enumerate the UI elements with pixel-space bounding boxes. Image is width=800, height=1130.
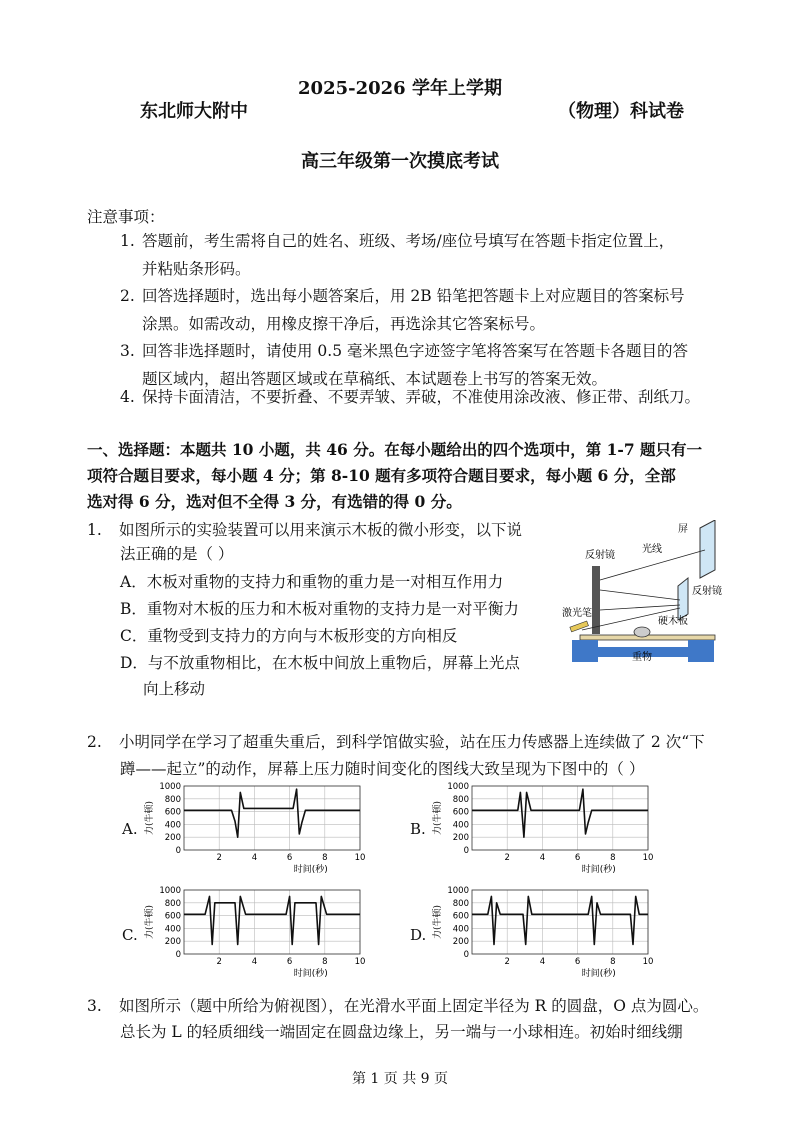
section-heading-line-1: 一、选择题：本题共 10 小题，共 46 分。在每小题给出的四个选项中，第 1-7 题只有一 [87, 440, 703, 459]
note-number: 1. [120, 232, 135, 250]
chart-c [142, 884, 372, 984]
x-tick-label: 10 [642, 957, 654, 967]
y-tick-label: 200 [164, 937, 181, 948]
question-1-option-d-cont: 向上移动 [143, 680, 206, 698]
x-tick-label: 2 [504, 853, 510, 863]
chart-c-svg [142, 884, 372, 984]
y-axis-label: 力(牛顿) [145, 800, 155, 836]
label-weight: 重物 [632, 652, 652, 663]
note-text: 回答非选择题时，请使用 0.5 毫米黑色字迹签字笔将答案写在答题卡各题目的答 [142, 342, 689, 360]
note-item-1 [120, 227, 720, 283]
mirror-left-shape [592, 566, 600, 634]
screen-shape [700, 520, 715, 578]
question-text: 如图所示的实验装置可以用来演示木板的微小形变，以下说 [119, 521, 523, 539]
x-tick-label: 6 [574, 853, 581, 863]
label-mirror-right: 反射镜 [692, 586, 722, 597]
chart-b [430, 780, 660, 880]
label-screen: 屏 [678, 524, 688, 535]
x-tick-label: 4 [251, 957, 258, 967]
y-tick-label: 1000 [159, 782, 181, 792]
question-number: 3. [87, 997, 102, 1015]
y-tick-label: 800 [452, 898, 469, 909]
y-axis-label: 力(牛顿) [433, 904, 443, 940]
note-text: 涂黑。如需改动，用橡皮擦干净后，再选涂其它答案标号。 [142, 315, 546, 333]
plot-frame [184, 786, 360, 850]
force-series-line [472, 896, 648, 944]
y-axis-label: 力(牛顿) [145, 904, 155, 940]
note-number: 3. [120, 342, 135, 360]
chart-d [430, 884, 660, 984]
y-tick-label: 800 [164, 794, 181, 805]
question-1-option-c: C．重物受到支持力的方向与木板形变的方向相反 [120, 627, 458, 645]
question-1-option-a: A．木板对重物的支持力和重物的重力是一对相互作用力 [120, 573, 504, 591]
option-label-a: A. [122, 820, 138, 838]
note-text: 回答选择题时，选出每小题答案后，用 2B 铅笔把答题卡上对应题目的答案标号 [142, 287, 685, 305]
question-3-line-1 [87, 992, 708, 1020]
y-tick-label: 400 [164, 924, 181, 935]
label-board: 硬木板 [658, 616, 688, 627]
note-text: 并粘贴条形码。 [142, 260, 251, 278]
x-tick-label: 8 [610, 957, 616, 967]
question-number: 1. [87, 521, 102, 539]
y-tick-label: 600 [164, 911, 181, 922]
light-ray [600, 605, 680, 610]
x-tick-label: 6 [574, 957, 581, 967]
note-text: 题区域内，超出答题区域或在草稿纸、本试题卷上书写的答案无效。 [142, 370, 608, 388]
question-1-line-2: 法正确的是（ ） [120, 545, 234, 563]
x-tick-label: 6 [286, 853, 293, 863]
y-tick-label: 1000 [447, 886, 469, 896]
y-tick-label: 400 [452, 924, 469, 935]
school-name: 东北师大附中 [140, 101, 248, 122]
x-axis-label: 时间(秒) [581, 865, 616, 875]
label-mirror-left: 反射镜 [585, 550, 615, 561]
y-tick-label: 400 [452, 820, 469, 831]
question-1-option-d: D．与不放重物相比，在木板中间放上重物后，屏幕上光点 [120, 654, 520, 672]
chart-a [142, 780, 372, 880]
y-tick-label: 200 [452, 833, 469, 844]
question-text: 如图所示（题中所给为俯视图），在光滑水平面上固定半径为 R 的圆盘，O 点为圆心。 [119, 997, 709, 1015]
chart-d-svg [430, 884, 660, 984]
x-tick-label: 10 [642, 853, 654, 863]
y-tick-label: 600 [164, 807, 181, 818]
force-series-line [184, 896, 360, 944]
note-number: 4. [120, 388, 135, 406]
option-label-b: B. [410, 820, 426, 838]
notes-heading: 注意事项： [87, 208, 165, 226]
y-tick-label: 0 [175, 950, 181, 960]
note-text: 答题前，考生需将自己的姓名、班级、考场/座位号填写在答题卡指定位置上， [142, 232, 675, 250]
laser-pen-shape [570, 621, 589, 632]
y-tick-label: 0 [175, 846, 181, 856]
exam-title: 高三年级第一次摸底考试 [301, 151, 499, 172]
y-tick-label: 0 [463, 846, 469, 856]
x-tick-label: 2 [216, 957, 222, 967]
question-number: 2. [87, 733, 102, 751]
plot-frame [472, 890, 648, 954]
y-tick-label: 200 [164, 833, 181, 844]
subject-name: （物理）科试卷 [558, 101, 684, 122]
page-footer: 第 1 页 共 9 页 [351, 1071, 449, 1087]
exam-year-term: 2025-2026 学年上学期 [298, 78, 502, 99]
y-tick-label: 800 [164, 898, 181, 909]
question-text: 小明同学在学习了超重失重后，到科学馆做实验，站在压力传感器上连续做了 2 次“下 [119, 733, 705, 751]
y-tick-label: 600 [452, 911, 469, 922]
x-tick-label: 4 [539, 853, 546, 863]
option-label-c: C. [122, 926, 138, 944]
question-2-line-1 [87, 728, 705, 756]
x-tick-label: 2 [504, 957, 510, 967]
label-laser: 激光笔 [562, 608, 592, 619]
mirror-right-shape [678, 578, 688, 620]
x-axis-label: 时间(秒) [293, 969, 328, 979]
y-tick-label: 600 [452, 807, 469, 818]
force-series-line [472, 789, 648, 837]
section-heading-line-3: 选对得 6 分，选对但不全得 3 分，有选错的得 0 分。 [87, 492, 462, 511]
question-2-line-2: 蹲——起立”的动作，屏幕上压力随时间变化的图线大致呈现为下图中的（ ） [120, 760, 645, 778]
note-number: 2. [120, 287, 135, 305]
option-label-d: D. [410, 926, 427, 944]
y-tick-label: 400 [164, 820, 181, 831]
question-1-option-b: B．重物对木板的压力和木板对重物的支持力是一对平衡力 [120, 600, 519, 618]
experiment-figure [560, 520, 730, 670]
x-tick-label: 6 [286, 957, 293, 967]
note-item-4 [120, 383, 740, 411]
note-item-2 [120, 282, 720, 338]
plot-frame [472, 786, 648, 850]
weight-shape [634, 627, 650, 637]
x-tick-label: 10 [354, 957, 366, 967]
x-tick-label: 8 [610, 853, 616, 863]
note-text: 保持卡面清洁，不要折叠、不要弄皱、弄破，不准使用涂改液、修正带、刮纸刀。 [142, 388, 701, 406]
label-light: 光线 [642, 544, 662, 555]
x-tick-label: 2 [216, 853, 222, 863]
section-heading-line-2: 项符合题目要求，每小题 4 分；第 8-10 题有多项符合题目要求，每小题 6 分，全部 [87, 466, 676, 485]
question-3-line-2: 总长为 L 的轻质细线一端固定在圆盘边缘上，另一端与一小球相连。初始时细线绷 [120, 1023, 683, 1041]
x-tick-label: 8 [322, 853, 328, 863]
x-tick-label: 10 [354, 853, 366, 863]
y-tick-label: 1000 [159, 886, 181, 896]
chart-b-svg [430, 780, 660, 880]
y-tick-label: 800 [452, 794, 469, 805]
x-tick-label: 4 [251, 853, 258, 863]
y-tick-label: 0 [463, 950, 469, 960]
force-series-line [184, 789, 360, 837]
x-tick-label: 4 [539, 957, 546, 967]
x-axis-label: 时间(秒) [293, 865, 328, 875]
y-tick-label: 200 [452, 937, 469, 948]
x-axis-label: 时间(秒) [581, 969, 616, 979]
light-ray [600, 590, 680, 600]
y-axis-label: 力(牛顿) [433, 800, 443, 836]
chart-a-svg [142, 780, 372, 880]
x-tick-label: 8 [322, 957, 328, 967]
y-tick-label: 1000 [447, 782, 469, 792]
